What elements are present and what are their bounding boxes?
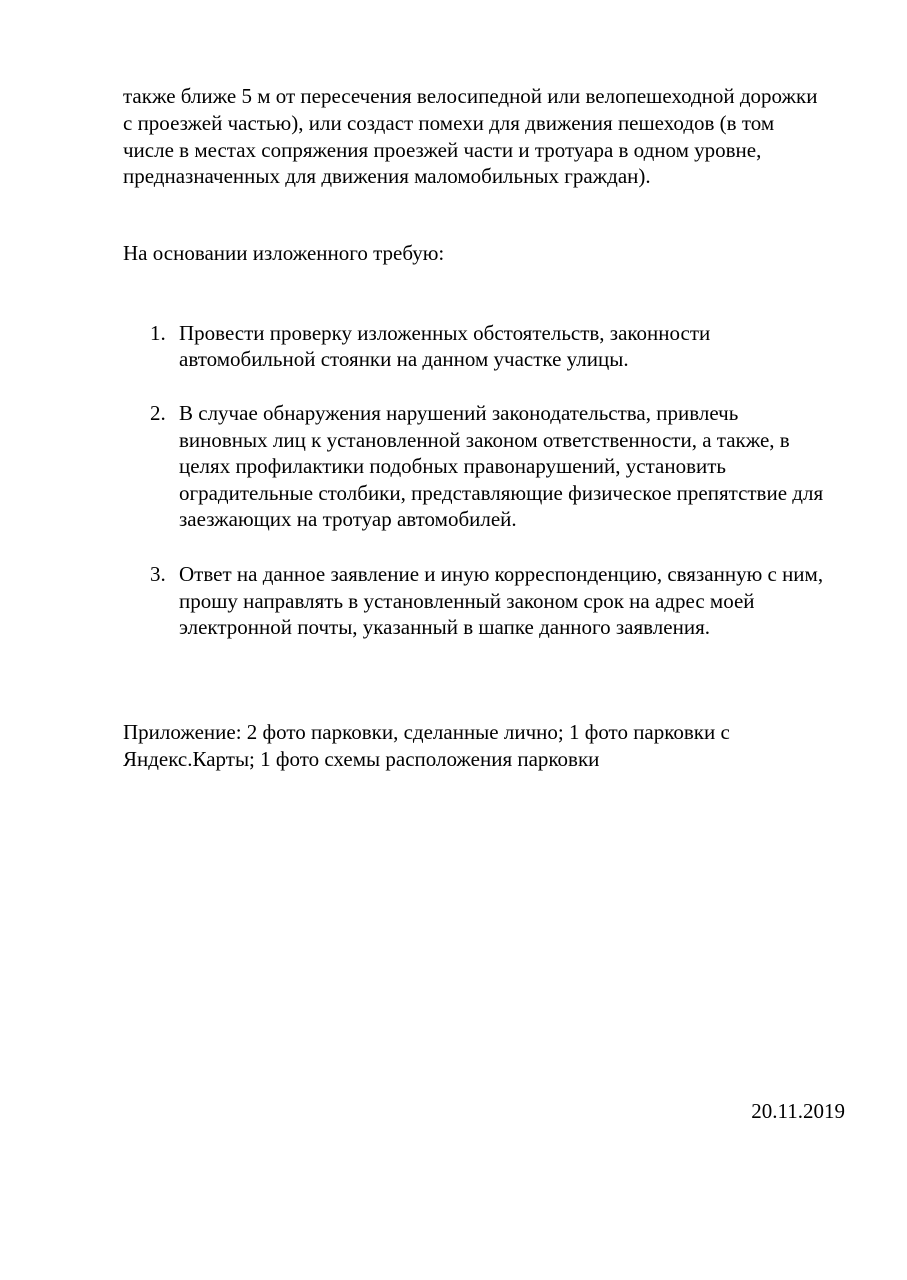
- intro-line: также ближе 5 м от пересечения велосипедной или велопешеходной дорожки: [123, 84, 818, 108]
- demand-heading: На основании изложенного требую:: [123, 241, 445, 265]
- list-item-line: В случае обнаружения нарушений законодательства, привлечь: [179, 401, 739, 425]
- list-number: 2.: [150, 401, 166, 425]
- list-item-line: автомобильной стоянки на данном участке улицы.: [179, 347, 629, 371]
- attachment-line: Приложение: 2 фото парковки, сделанные лично; 1 фото парковки с: [123, 720, 730, 744]
- attachment-line: Яндекс.Карты; 1 фото схемы расположения парковки: [123, 747, 600, 771]
- list-number: 3.: [150, 562, 166, 586]
- list-item-line: прошу направлять в установленный законом срок на адрес моей: [179, 589, 755, 613]
- list-item-line: Провести проверку изложенных обстоятельств, законности: [179, 321, 711, 345]
- list-item-line: оградительные столбики, представляющие физическое препятствие для: [179, 481, 824, 505]
- list-item-line: заезжающих на тротуар автомобилей.: [179, 507, 517, 531]
- list-item-line: Ответ на данное заявление и иную корреспонденцию, связанную с ним,: [179, 562, 824, 586]
- list-number: 1.: [150, 321, 166, 345]
- intro-line: с проезжей частью), или создаст помехи для движения пешеходов (в том: [123, 111, 775, 135]
- document-date: 20.11.2019: [751, 1099, 845, 1123]
- intro-line: предназначенных для движения маломобильных граждан).: [123, 164, 651, 188]
- intro-line: числе в местах сопряжения проезжей части и тротуара в одном уровне,: [123, 138, 762, 162]
- list-item-line: электронной почты, указанный в шапке данного заявления.: [179, 615, 710, 639]
- list-item-line: целях профилактики подобных правонарушений, установить: [179, 454, 727, 478]
- list-item-line: виновных лиц к установленной законом ответственности, а также, в: [179, 428, 790, 452]
